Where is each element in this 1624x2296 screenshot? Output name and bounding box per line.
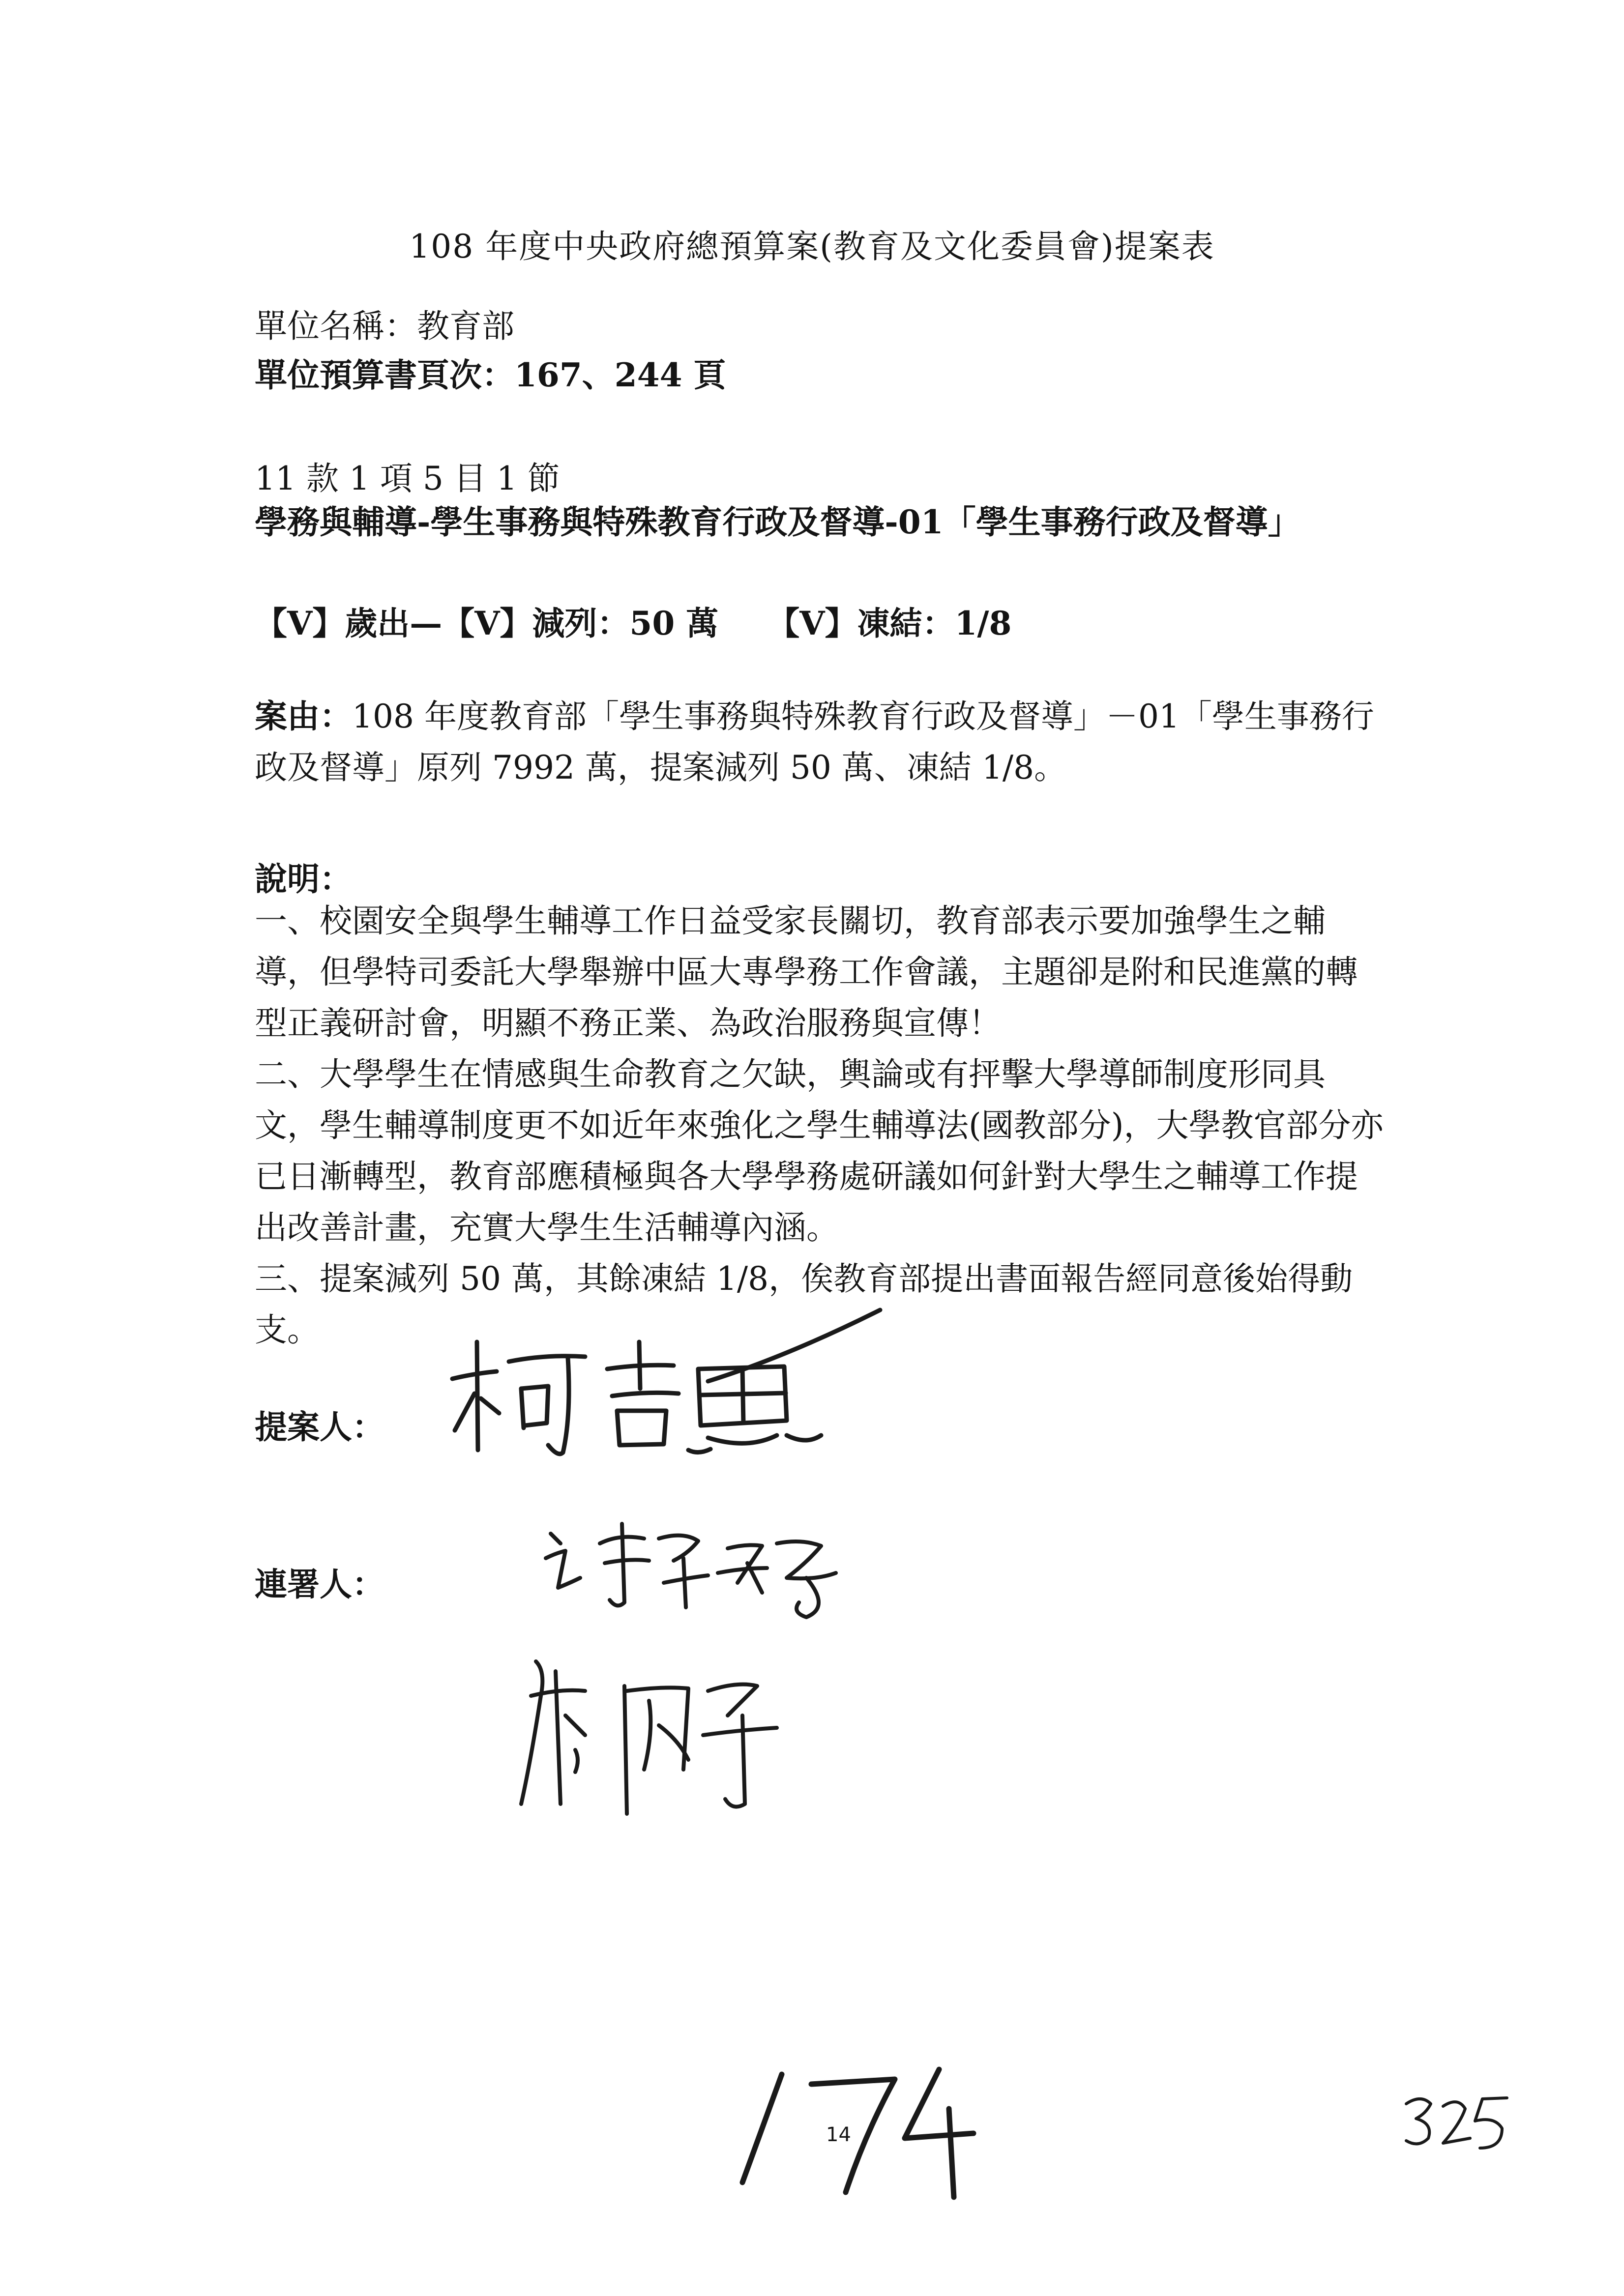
page-number: 14	[826, 2123, 851, 2146]
handwritten-corner-number	[1396, 2084, 1514, 2163]
unit-name: 單位名稱：教育部	[255, 307, 514, 345]
reason-text: 108 年度教育部「學生事務與特殊教育行政及督導」－01「學生事務行政及督導」原列 7992 萬，提案減列 50 萬、凍結 1/8。	[255, 698, 1374, 786]
reason-paragraph	[255, 691, 1386, 793]
program-name: 學務與輔導-學生事務與特殊教育行政及督導-01「學生事務行政及督導」	[255, 503, 1300, 541]
checkbox-line: 【V】歲出—【V】減列：50 萬 【V】凍結：1/8	[255, 604, 1012, 642]
cosigner-signature-1	[531, 1504, 865, 1622]
budget-pages: 單位預算書頁次：167、244 頁	[255, 356, 726, 394]
explanation-label: 說明：	[255, 860, 352, 898]
explanation-item-1: 一、校園安全與學生輔導工作日益受家長關切，教育部表示要加強學生之輔導，但學特司委託大學舉辦中區大專學務工作會議，主題卻是附和民進黨的轉型正義研討會，明顯不務正業、為政治服務與宣傳！	[255, 902, 1358, 1042]
section-code: 11 款 1 項 5 目 1 節	[255, 460, 560, 497]
proposer-label: 提案人：	[255, 1408, 384, 1446]
proposer-signature	[443, 1288, 934, 1484]
cosigner-signature-2	[502, 1642, 836, 1829]
cosigner-label: 連署人：	[255, 1565, 384, 1603]
reason-label: 案由：	[255, 697, 352, 735]
explanation-item-3: 三、提案減列 50 萬，其餘凍結 1/8，俟教育部提出書面報告經同意後始得動支。	[255, 1260, 1353, 1349]
handwritten-page-number	[728, 2055, 983, 2202]
document-title: 108 年度中央政府總預算案(教育及文化委員會)提案表	[409, 228, 1215, 265]
explanation-item-2: 二、大學學生在情感與生命教育之欠缺，輿論或有抨擊大學導師制度形同具文，學生輔導制度更不如近年來強化之學生輔導法(國教部分)，大學教官部分亦已日漸轉型，教育部應積極與各大學學務處研議如何針對大學生之輔導工作提出改善計畫，充實大學生生活輔導內涵。	[255, 1055, 1384, 1247]
